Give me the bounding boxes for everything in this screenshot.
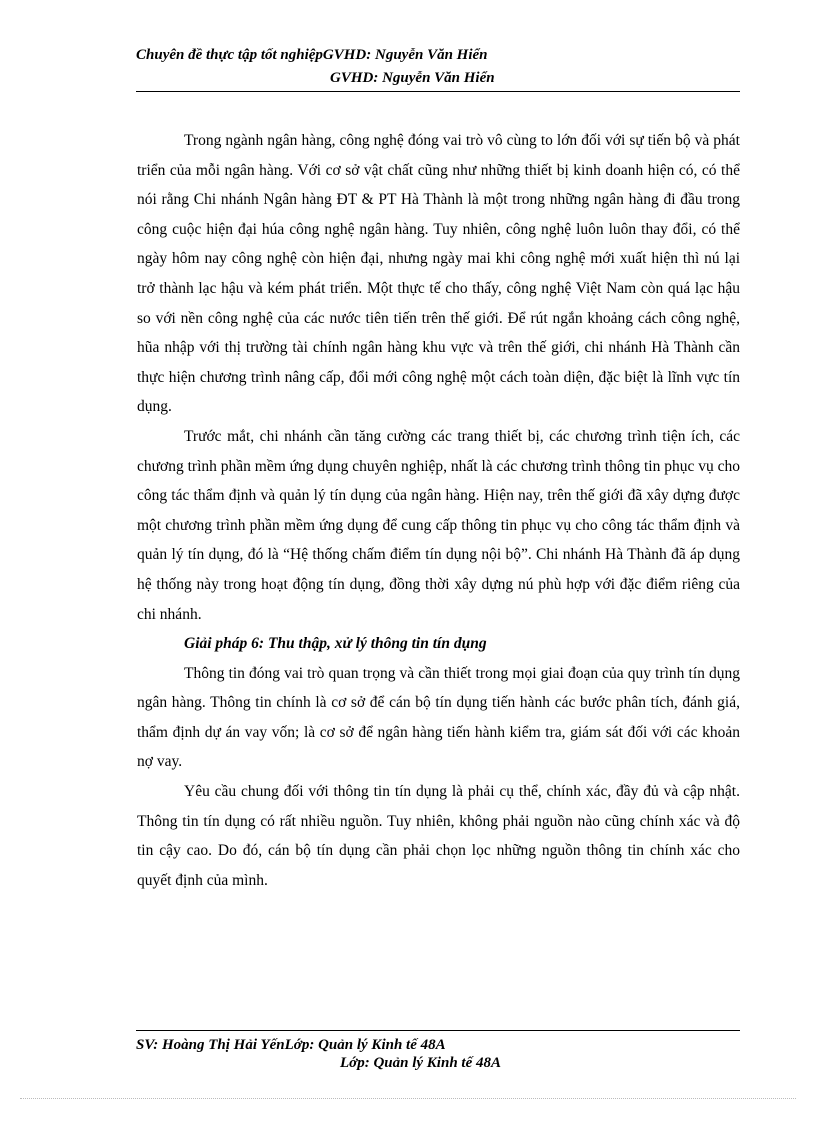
footer-line-1: SV: Hoàng Thị Hải YếnLớp: Quản lý Kinh tế 48A: [136, 1037, 446, 1053]
paragraph-1: Trong ngành ngân hàng, công nghệ đóng vai trò vô cùng to lớn đối với sự tiến bộ và phát triển của mỗi ngân hàng. Với cơ sở vật chất cũng như những thiết bị kinh doanh hiện có, có thể nói rằng Chi nhánh Ngân hàng ĐT & PT Hà Thành là một trong những ngân hàng đi đầu trong công cuộc hiện đại húa công nghệ ngân hàng. Tuy nhiên, công nghệ luôn luôn thay đổi, có thể ngày hôm nay công nghệ còn hiện đại, nhưng ngày mai khi công nghệ mới xuất hiện thì nú lại trở thành lạc hậu và kém phát triển. Một thực tế cho thấy, công nghệ Việt Nam còn quá lạc hậu so với nền công nghệ của các nước tiên tiến trên thế giới. Để rút ngắn khoảng cách công nghệ, hũa nhập với thị trường tài chính ngân hàng khu vực và trên thế giới, chi nhánh Hà Thành cần thực hiện chương trình nâng cấp, đổi mới công nghệ một cách toàn diện, đặc biệt là lĩnh vực tín dụng.: [137, 132, 740, 416]
page-edge-dotted-line: [20, 1098, 796, 1099]
header-line-2: GVHD: Nguyễn Văn Hiển: [330, 70, 495, 86]
header-line-1: Chuyên đề thực tập tốt nghiệpGVHD: Nguyễn Văn Hiển: [136, 47, 488, 63]
footer-rule: [136, 1030, 740, 1031]
document-body: [137, 126, 740, 895]
section-heading: Giải pháp 6: Thu thập, xử lý thông tin tín dụng: [184, 635, 487, 653]
header-rule: [136, 91, 740, 92]
paragraph-3: Thông tin đóng vai trò quan trọng và cần thiết trong mọi giai đoạn của quy trình tín dụng ngân hàng. Thông tin chính là cơ sở để cán bộ tín dụng tiến hành các bước phân tích, đánh giá, thẩm định dự án vay vốn; là cơ sở để ngân hàng tiến hành kiểm tra, giám sát đối với các khoản nợ vay.: [137, 664, 740, 771]
paragraph-2: Trước mắt, chi nhánh cần tăng cường các trang thiết bị, các chương trình tiện ích, các chương trình phần mềm ứng dụng chuyên nghiệp, nhất là các chương trình thông tin phục vụ cho công tác thẩm định và quản lý tín dụng của ngân hàng. Hiện nay, trên thế giới đã xây dựng được một chương trình phần mềm ứng dụng để cung cấp thông tin phục vụ cho công tác thẩm định và quản lý tín dụng, đó là “Hệ thống chấm điểm tín dụng nội bộ”. Chi nhánh Hà Thành đã áp dụng hệ thống này trong hoạt động tín dụng, đồng thời xây dựng nú phù hợp với đặc điểm riêng của chi nhánh.: [137, 427, 740, 623]
footer-line-2: Lớp: Quản lý Kinh tế 48A: [340, 1055, 501, 1071]
paragraph-4: Yêu cầu chung đối với thông tin tín dụng là phải cụ thể, chính xác, đầy đủ và cập nhật. Thông tin tín dụng có rất nhiều nguồn. Tuy nhiên, không phải nguồn nào cũng chính xác và độ tin cậy cao. Do đó, cán bộ tín dụng cần phải chọn lọc những nguồn thông tin chính xác cho quyết định của mình.: [137, 783, 740, 889]
